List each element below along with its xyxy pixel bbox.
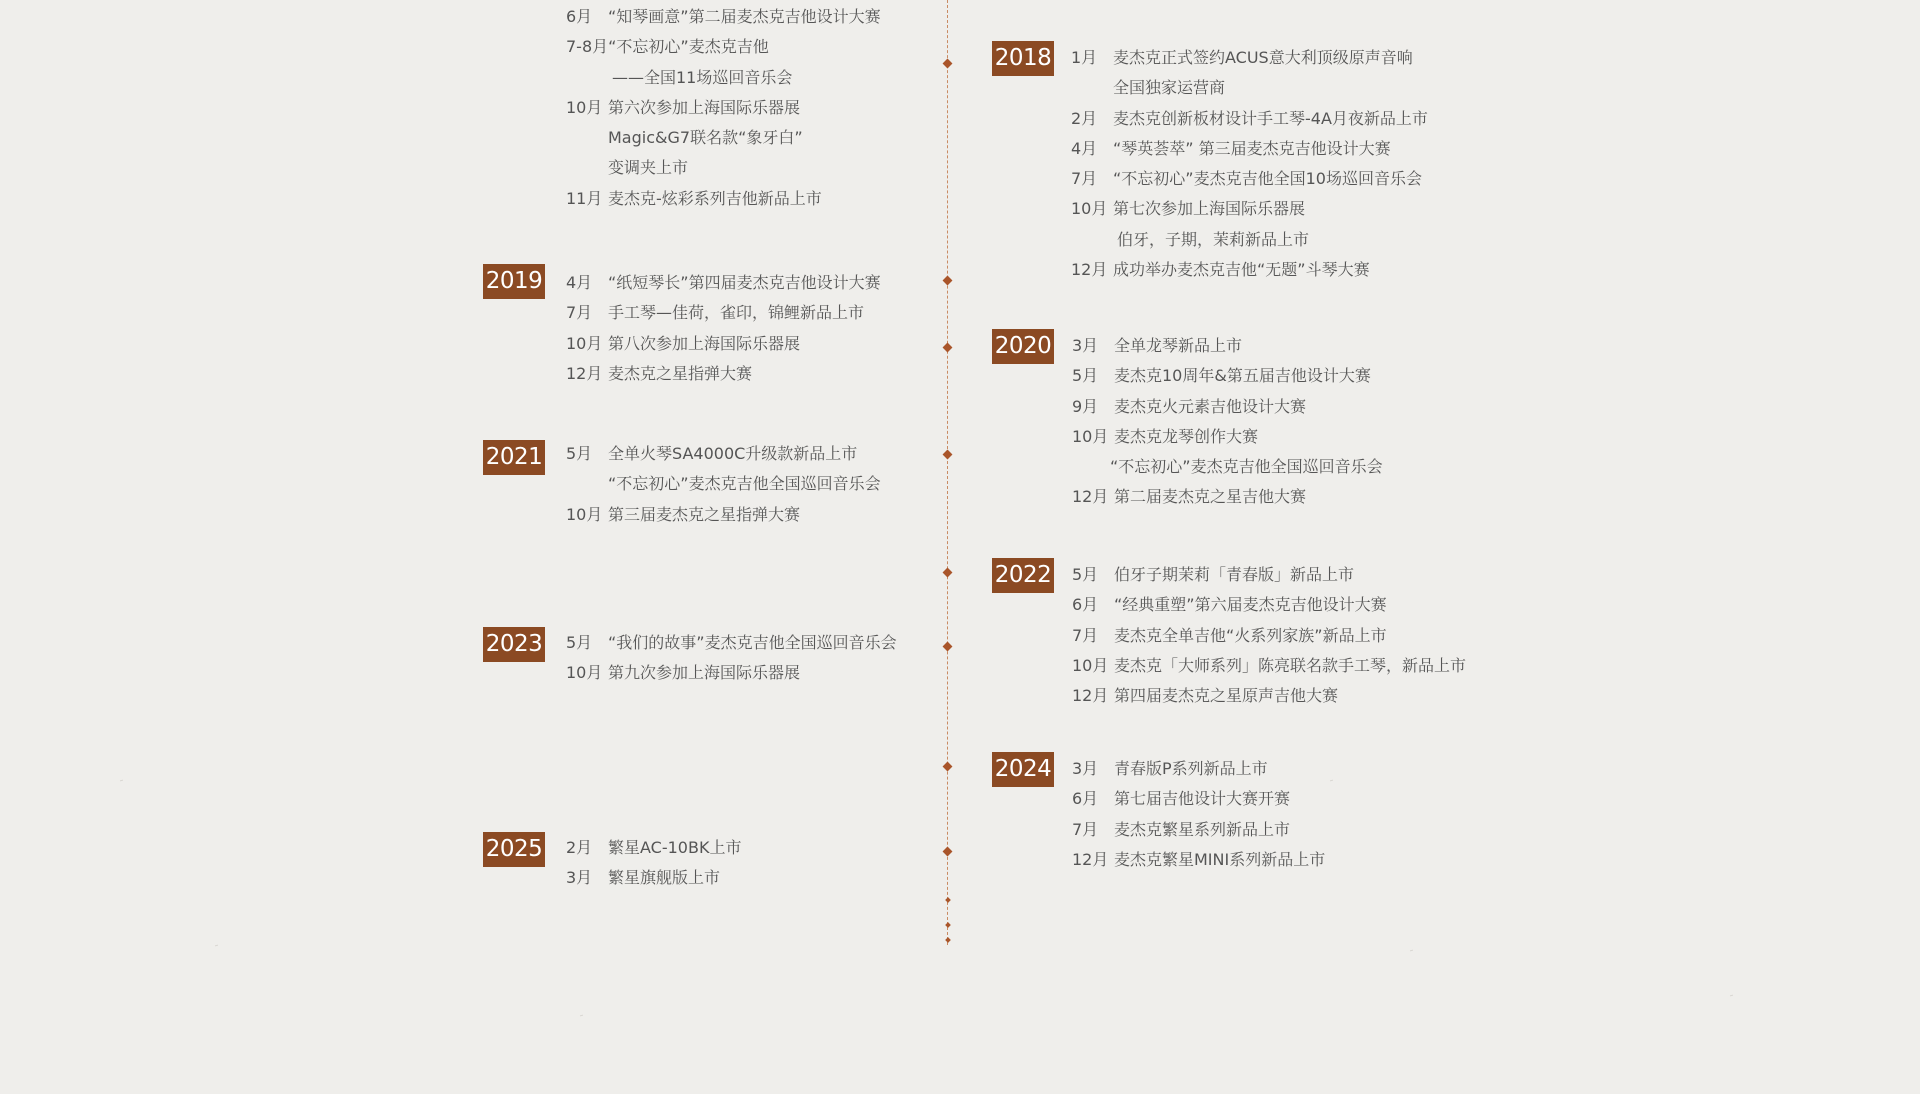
entry-month: 10月 <box>566 97 603 117</box>
entry-month: 10月 <box>1071 199 1108 219</box>
entry-text: 麦杰克繁星系列新品上市 <box>1114 819 1291 839</box>
entry-text: 麦杰克龙琴创作大赛 <box>1114 426 1259 446</box>
entry-text: 第七届吉他设计大赛开赛 <box>1114 789 1291 809</box>
timeline-entry <box>566 153 881 183</box>
timeline-entries-2020 <box>1072 331 1383 513</box>
entry-text: 第七次参加上海国际乐器展 <box>1113 199 1306 219</box>
timeline-entry <box>1072 452 1383 482</box>
timeline-entries-2023 <box>566 628 897 689</box>
entry-text: 繁星旗舰版上市 <box>608 868 721 888</box>
timeline-entry <box>1071 104 1428 134</box>
entry-month: 12月 <box>1072 487 1109 507</box>
timeline-marker <box>943 59 953 69</box>
paper-texture <box>215 945 218 947</box>
timeline-entry <box>566 359 881 389</box>
entry-text: 第三届麦杰克之星指弹大赛 <box>608 504 801 524</box>
entry-text: 麦杰克全单吉他“火系列家族”新品上市 <box>1114 625 1387 645</box>
timeline-axis <box>947 0 948 945</box>
entry-text: “纸短琴长”第四届麦杰克吉他设计大赛 <box>608 273 881 292</box>
year-badge-2024: 2024 <box>992 752 1054 787</box>
entry-text: “不忘初心”麦杰克吉他全国巡回音乐会 <box>1110 457 1383 477</box>
entry-month: 12月 <box>1072 686 1109 706</box>
entry-month: 2月 <box>566 838 593 857</box>
entry-text: ——全国11场巡回音乐会 <box>612 67 793 87</box>
entry-text: 第四届麦杰克之星原声吉他大赛 <box>1114 686 1339 706</box>
timeline-entry <box>1072 482 1383 512</box>
entry-month: 10月 <box>566 333 603 353</box>
entry-text: 第六次参加上海国际乐器展 <box>608 97 801 117</box>
entry-month: 2月 <box>1071 108 1098 128</box>
timeline-marker <box>943 847 953 857</box>
entry-text: 麦杰克火元素吉他设计大赛 <box>1114 396 1307 416</box>
timeline-entry <box>566 469 881 499</box>
timeline-entry <box>566 500 881 530</box>
entry-month: 4月 <box>566 273 593 292</box>
entry-text: 成功举办麦杰克吉他“无题”斗琴大赛 <box>1113 260 1370 280</box>
entry-month: 3月 <box>1072 336 1099 355</box>
timeline-marker <box>943 343 953 353</box>
entry-month: 5月 <box>566 444 593 463</box>
entry-month: 7-8月 <box>566 37 609 57</box>
timeline-entries-2021 <box>566 439 881 530</box>
timeline-entry <box>566 268 881 298</box>
timeline-entry <box>1072 392 1383 422</box>
timeline-entry <box>566 184 881 214</box>
entry-month: 9月 <box>1072 396 1099 416</box>
entry-month: 7月 <box>1071 169 1098 189</box>
timeline-entry <box>1072 754 1325 784</box>
year-badge-2019: 2019 <box>483 264 545 299</box>
entry-text: 变调夹上市 <box>608 158 689 178</box>
timeline-entries-2025 <box>566 833 741 894</box>
timeline-entries-2024 <box>1072 754 1325 875</box>
entry-month: 4月 <box>1071 138 1098 158</box>
entry-month: 12月 <box>1072 849 1109 869</box>
entry-text: 全单龙琴新品上市 <box>1114 336 1243 355</box>
timeline-entry <box>1071 134 1428 164</box>
timeline-entry <box>566 63 881 93</box>
entry-text: “不忘初心”麦杰克吉他 <box>608 37 769 57</box>
timeline-entry <box>566 439 881 469</box>
timeline-entry <box>566 628 897 658</box>
entry-month: 3月 <box>566 868 593 888</box>
timeline-entry <box>566 658 897 688</box>
entry-text: 第八次参加上海国际乐器展 <box>608 333 801 353</box>
entry-month: 1月 <box>1071 48 1098 67</box>
year-badge-2023: 2023 <box>483 627 545 662</box>
timeline-entry <box>1071 194 1428 224</box>
timeline-entry <box>566 32 881 62</box>
entry-text: 第二届麦杰克之星吉他大赛 <box>1114 487 1307 507</box>
timeline-marker <box>943 276 953 286</box>
entry-text: 手工琴—佳荷，雀印，锦鲤新品上市 <box>608 303 865 323</box>
timeline-entry <box>1072 681 1466 711</box>
entry-month: 7月 <box>1072 625 1099 645</box>
entry-text: 麦杰克正式签约ACUS意大利顶级原声音响 <box>1113 48 1413 67</box>
timeline-entry <box>566 329 881 359</box>
timeline-entries-2019 <box>566 268 881 389</box>
timeline-entry <box>1072 621 1466 651</box>
entry-text: 伯牙子期茉莉「青春版」新品上市 <box>1114 565 1355 584</box>
entry-month: 6月 <box>566 7 593 26</box>
paper-texture <box>580 1015 583 1017</box>
timeline-marker <box>943 642 953 652</box>
timeline-entry <box>1072 590 1466 620</box>
entry-month: 5月 <box>1072 366 1099 386</box>
entry-month: 6月 <box>1072 789 1099 809</box>
entry-text: 伯牙，子期，茉莉新品上市 <box>1117 229 1310 249</box>
entry-text: “知琴画意”第二届麦杰克吉他设计大赛 <box>608 7 881 26</box>
year-badge-2020: 2020 <box>992 329 1054 364</box>
timeline-entry <box>1072 361 1383 391</box>
timeline-entry <box>566 863 741 893</box>
timeline-entry <box>566 2 881 32</box>
entry-month: 11月 <box>566 188 603 208</box>
entry-month: 10月 <box>1072 426 1109 446</box>
paper-texture <box>1730 995 1733 997</box>
entry-text: “琴英荟萃” 第三届麦杰克吉他设计大赛 <box>1113 138 1391 158</box>
entry-text: 第九次参加上海国际乐器展 <box>608 663 801 683</box>
entry-text: Magic&G7联名款“象牙白” <box>608 128 803 148</box>
timeline-marker <box>943 568 953 578</box>
entry-text: 麦杰克10周年&第五届吉他设计大赛 <box>1114 366 1371 386</box>
entry-month: 12月 <box>1071 260 1108 280</box>
entry-text: “不忘初心”麦杰克吉他全国10场巡回音乐会 <box>1113 169 1422 189</box>
entry-text: 麦杰克创新板材设计手工琴-4A月夜新品上市 <box>1113 108 1428 128</box>
year-badge-2025: 2025 <box>483 832 545 867</box>
entry-month: 10月 <box>1072 655 1109 675</box>
timeline-entry <box>1071 255 1428 285</box>
entry-month: 12月 <box>566 363 603 383</box>
entry-text: 全国独家运营商 <box>1113 78 1226 98</box>
timeline-entry <box>566 93 881 123</box>
timeline-entry <box>1072 784 1325 814</box>
entry-text: 青春版P系列新品上市 <box>1114 759 1268 778</box>
timeline-entry <box>1071 43 1428 73</box>
entry-month: 7月 <box>566 303 593 323</box>
entry-text: “我们的故事”麦杰克吉他全国巡回音乐会 <box>608 633 897 652</box>
timeline-entries-left-top <box>566 2 881 214</box>
paper-texture <box>1410 950 1413 952</box>
timeline-entry <box>1071 225 1428 255</box>
entry-text: “不忘初心”麦杰克吉他全国巡回音乐会 <box>608 474 881 494</box>
timeline-marker <box>943 450 953 460</box>
timeline-entry <box>1072 845 1325 875</box>
entry-month: 5月 <box>566 633 593 652</box>
timeline-entry <box>1072 422 1383 452</box>
entry-month: 6月 <box>1072 595 1099 615</box>
timeline-entry <box>1071 73 1428 103</box>
entry-text: 麦杰克之星指弹大赛 <box>608 363 753 383</box>
year-badge-2021: 2021 <box>483 440 545 475</box>
entry-text: 麦杰克「大师系列」陈亮联名款手工琴，新品上市 <box>1114 655 1467 675</box>
entry-month: 10月 <box>566 504 603 524</box>
timeline-entry <box>566 123 881 153</box>
entry-text: 全单火琴SA4000C升级款新品上市 <box>608 444 858 463</box>
year-badge-2018: 2018 <box>992 41 1054 76</box>
entry-month: 10月 <box>566 663 603 683</box>
timeline-entry <box>1071 164 1428 194</box>
entry-text: 麦杰克-炫彩系列吉他新品上市 <box>608 188 822 208</box>
timeline-marker <box>943 762 953 772</box>
year-badge-2022: 2022 <box>992 558 1054 593</box>
entry-month: 5月 <box>1072 565 1099 584</box>
timeline-entry <box>1072 651 1466 681</box>
entry-month: 7月 <box>1072 819 1099 839</box>
timeline-entry <box>1072 815 1325 845</box>
timeline-entry <box>566 833 741 863</box>
timeline-entries-2022 <box>1072 560 1466 711</box>
timeline-entry <box>1072 560 1466 590</box>
paper-texture <box>120 780 123 782</box>
entry-text: 繁星AC-10BK上市 <box>608 838 742 857</box>
timeline-entry <box>566 298 881 328</box>
entry-month: 3月 <box>1072 759 1099 778</box>
entry-text: 麦杰克繁星MINI系列新品上市 <box>1114 849 1326 869</box>
timeline-entries-2018 <box>1071 43 1428 285</box>
entry-text: “经典重塑”第六届麦杰克吉他设计大赛 <box>1114 595 1387 615</box>
paper-texture <box>1330 780 1333 782</box>
timeline-entry <box>1072 331 1383 361</box>
